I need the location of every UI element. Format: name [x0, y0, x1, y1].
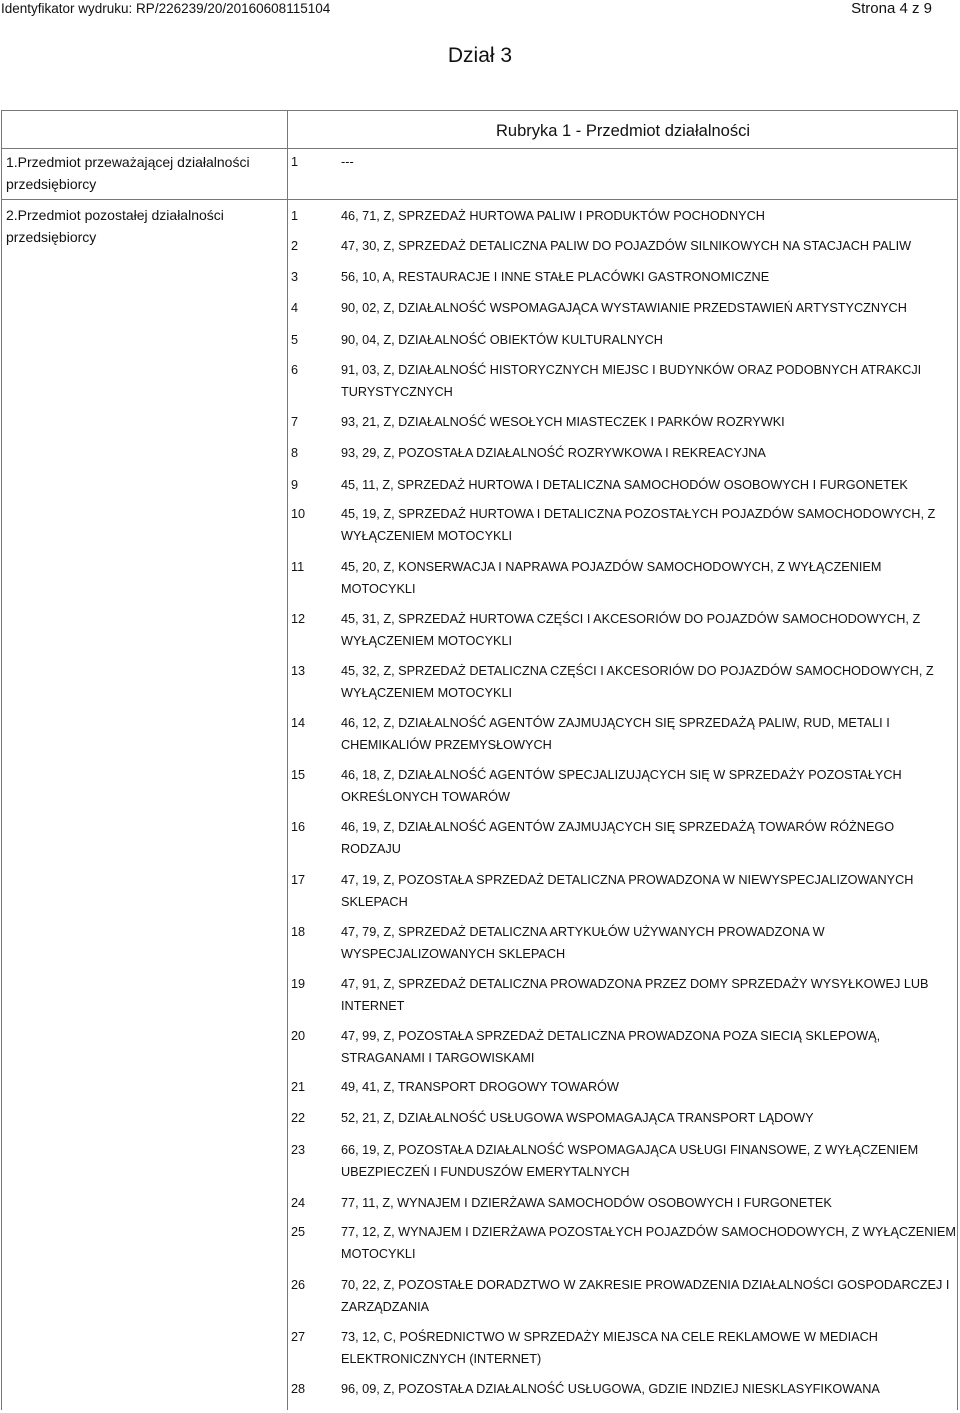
row-value: 52, 21, Z, DZIAŁALNOŚĆ USŁUGOWA WSPOMAGAJĄCA TRANSPORT LĄDOWY [341, 1111, 814, 1125]
row-number: 27 [291, 1330, 306, 1344]
row-number: 11 [291, 560, 305, 574]
print-header [0, 0, 960, 18]
row-number: 5 [291, 333, 299, 347]
row-number: 12 [291, 612, 306, 626]
row-value: 45, 20, Z, KONSERWACJA I NAPRAWA POJAZDÓW SAMOCHODOWYCH, Z WYŁĄCZENIEM MOTOCYKLI [341, 560, 882, 596]
row-number: 10 [291, 507, 306, 521]
row-number: 22 [291, 1111, 306, 1125]
row-number: 25 [291, 1225, 306, 1239]
row-value: 96, 09, Z, POZOSTAŁA DZIAŁALNOŚĆ USŁUGOWA, GDZIE INDZIEJ NIESKLASYFIKOWANA [341, 1382, 880, 1396]
rubric-title: Rubryka 1 - Przedmiot działalności [495, 122, 751, 140]
row-number: 20 [291, 1029, 306, 1043]
row-value: 91, 03, Z, DZIAŁALNOŚĆ HISTORYCZNYCH MIEJSC I BUDYNKÓW ORAZ PODOBNYCH ATRAKCJI TURYSTYCZNYCH [341, 363, 922, 399]
other-activity-label: 2.Przedmiot pozostałej działalności przedsiębiorcy [6, 207, 224, 245]
row-number: 16 [291, 820, 306, 834]
section-title: Dział 3 [447, 44, 513, 67]
row-number: 9 [291, 478, 299, 492]
row-value: 90, 04, Z, DZIAŁALNOŚĆ OBIEKTÓW KULTURALNYCH [341, 333, 663, 347]
row-value: 73, 12, C, POŚREDNICTWO W SPRZEDAŻY MIEJSCA NA CELE REKLAMOWE W MEDIACH ELEKTRONICZNYCH (INTERNET) [341, 1330, 878, 1366]
row-number: 1 [291, 155, 299, 169]
row-number: 23 [291, 1143, 306, 1157]
main-activity-label: 1.Przedmiot przeważającej działalności przedsiębiorcy [6, 154, 250, 192]
row-value: 45, 31, Z, SPRZEDAŻ HURTOWA CZĘŚCI I AKCESORIÓW DO POJAZDÓW SAMOCHODOWYCH, Z WYŁĄCZENIEM MOTOCYKLI [341, 612, 921, 648]
row-value: 90, 02, Z, DZIAŁALNOŚĆ WSPOMAGAJĄCA WYSTAWIANIE PRZEDSTAWIEŃ ARTYSTYCZNYCH [341, 301, 907, 315]
row-value: 46, 18, Z, DZIAŁALNOŚĆ AGENTÓW SPECJALIZUJĄCYCH SIĘ W SPRZEDAŻY POZOSTAŁYCH OKREŚLONYCH TOWARÓW [341, 768, 902, 804]
row-value: 45, 11, Z, SPRZEDAŻ HURTOWA I DETALICZNA SAMOCHODÓW OSOBOWYCH I FURGONETEK [341, 478, 908, 492]
row-value: 66, 19, Z, POZOSTAŁA DZIAŁALNOŚĆ WSPOMAGAJĄCA USŁUGI FINANSOWE, Z WYŁĄCZENIEM UBEZPIECZEŃ I FUNDUSZÓW EMERYTALNYCH [341, 1143, 919, 1179]
row-number: 17 [291, 873, 306, 887]
row-value: 47, 19, Z, POZOSTAŁA SPRZEDAŻ DETALICZNA PROWADZONA W NIEWYSPECJALIZOWANYCH SKLEPACH [341, 873, 914, 909]
row-value: 45, 19, Z, SPRZEDAŻ HURTOWA I DETALICZNA POZOSTAŁYCH POJAZDÓW SAMOCHODOWYCH, Z WYŁĄCZENIEM MOTOCYKLI [341, 507, 936, 543]
row-number: 21 [291, 1080, 306, 1094]
row-value: 47, 91, Z, SPRZEDAŻ DETALICZNA PROWADZONA PRZEZ DOMY SPRZEDAŻY WYSYŁKOWEJ LUB INTERNET [341, 977, 929, 1013]
row-number: 28 [291, 1382, 306, 1396]
row-value: 46, 12, Z, DZIAŁALNOŚĆ AGENTÓW ZAJMUJĄCYCH SIĘ SPRZEDAŻĄ PALIW, RUD, METALI I CHEMIKALIÓW PRZEMYSŁOWYCH [341, 716, 890, 752]
row-value: 77, 12, Z, WYNAJEM I DZIERŻAWA POZOSTAŁYCH POJAZDÓW SAMOCHODOWYCH, Z WYŁĄCZENIEM MOTOCYKLI [341, 1225, 956, 1261]
row-value: --- [341, 155, 354, 169]
row-number: 8 [291, 446, 299, 460]
row-number: 15 [291, 768, 306, 782]
print-identifier: Identyfikator wydruku: RP/226239/20/20160608115104 [1, 1, 331, 16]
row-value: 46, 71, Z, SPRZEDAŻ HURTOWA PALIW I PRODUKTÓW POCHODNYCH [341, 209, 765, 223]
row-value: 47, 99, Z, POZOSTAŁA SPRZEDAŻ DETALICZNA PROWADZONA POZA SIECIĄ SKLEPOWĄ, STRAGANAMI I TARGOWISKAMI [341, 1029, 881, 1065]
row-value: 49, 41, Z, TRANSPORT DROGOWY TOWARÓW [341, 1080, 620, 1094]
column-divider [287, 110, 288, 1410]
row-number: 26 [291, 1278, 306, 1292]
main-activity-divider [1, 199, 958, 200]
row-value: 56, 10, A, RESTAURACJE I INNE STAŁE PLACÓWKI GASTRONOMICZNE [341, 270, 770, 284]
row-number: 3 [291, 270, 299, 284]
row-number: 14 [291, 716, 306, 730]
row-value: 93, 21, Z, DZIAŁALNOŚĆ WESOŁYCH MIASTECZEK I PARKÓW ROZRYWKI [341, 415, 785, 429]
row-value: 70, 22, Z, POZOSTAŁE DORADZTWO W ZAKRESIE PROWADZENIA DZIAŁALNOŚCI GOSPODARCZEJ I ZARZĄDZANIA [341, 1278, 950, 1314]
row-value: 93, 29, Z, POZOSTAŁA DZIAŁALNOŚĆ ROZRYWKOWA I REKREACYJNA [341, 446, 766, 460]
row-number: 18 [291, 925, 306, 939]
rubric-header-divider [1, 148, 958, 149]
row-number: 24 [291, 1196, 306, 1210]
page-number: Strona 4 z 9 [851, 0, 932, 17]
row-number: 6 [291, 363, 299, 377]
row-value: 77, 11, Z, WYNAJEM I DZIERŻAWA SAMOCHODÓW OSOBOWYCH I FURGONETEK [341, 1196, 832, 1210]
row-number: 13 [291, 664, 306, 678]
row-value: 45, 32, Z, SPRZEDAŻ DETALICZNA CZĘŚCI I AKCESORIÓW DO POJAZDÓW SAMOCHODOWYCH, Z WYŁĄCZENIEM MOTOCYKLI [341, 664, 934, 700]
row-number: 7 [291, 415, 299, 429]
row-value: 46, 19, Z, DZIAŁALNOŚĆ AGENTÓW ZAJMUJĄCYCH SIĘ SPRZEDAŻĄ TOWARÓW RÓŻNEGO RODZAJU [341, 820, 895, 856]
row-value: 47, 30, Z, SPRZEDAŻ DETALICZNA PALIW DO POJAZDÓW SILNIKOWYCH NA STACJACH PALIW [341, 239, 912, 253]
row-number: 4 [291, 301, 299, 315]
row-number: 19 [291, 977, 306, 991]
row-number: 2 [291, 239, 299, 253]
row-value: 47, 79, Z, SPRZEDAŻ DETALICZNA ARTYKUŁÓW UŻYWANYCH PROWADZONA W WYSPECJALIZOWANYCH SKLEPACH [341, 925, 825, 961]
row-number: 1 [291, 209, 299, 223]
